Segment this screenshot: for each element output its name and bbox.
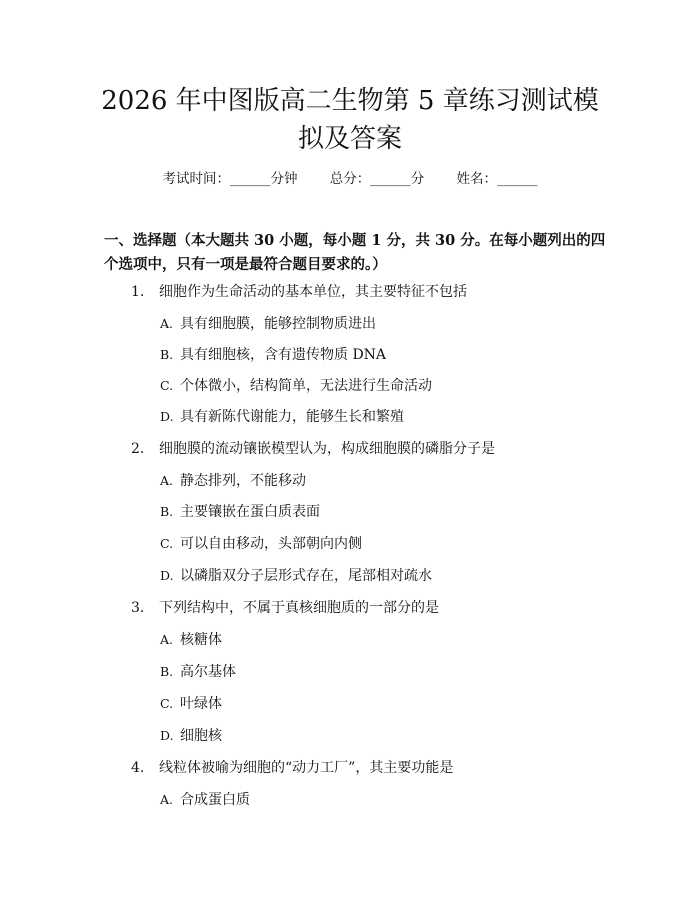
option-text: 细胞核 [180, 728, 222, 744]
option-text: 个体微小，结构简单，无法进行生命活动 [180, 378, 432, 394]
option-text: 可以自由移动，头部朝向内侧 [180, 536, 362, 552]
question-number: 2. [131, 441, 145, 457]
answer-option [160, 630, 610, 650]
answer-option [160, 471, 610, 491]
option-text: 叶绿体 [180, 696, 222, 712]
option-text: 具有细胞核，含有遗传物质 DNA [180, 347, 387, 363]
option-letter: B. [160, 664, 174, 679]
option-letter: D. [160, 409, 174, 424]
answer-option [160, 694, 610, 714]
option-text: 静态排列，不能移动 [180, 473, 306, 489]
total-score-field: 总分：______分 [329, 171, 425, 187]
option-text: 具有细胞膜，能够控制物质进出 [180, 316, 376, 332]
answer-option [160, 502, 610, 522]
question-number: 4. [131, 760, 145, 776]
exam-time-field: 考试时间：______分钟 [162, 171, 298, 187]
question-number: 3. [131, 600, 145, 616]
option-text: 具有新陈代谢能力，能够生长和繁殖 [180, 409, 404, 425]
student-name-field: 姓名：______ [456, 171, 538, 187]
question-text: 细胞作为生命活动的基本单位，其主要特征不包括 [159, 284, 467, 300]
answer-option [160, 345, 610, 365]
exam-meta-line [0, 170, 700, 188]
option-letter: C. [160, 536, 174, 551]
option-text: 主要镶嵌在蛋白质表面 [180, 504, 320, 520]
question-stem [131, 282, 611, 302]
option-text: 核糖体 [180, 632, 222, 648]
document-title: 2026 年中图版高二生物第 5 章练习测试模拟及答案 [101, 86, 599, 154]
option-letter: B. [160, 504, 174, 519]
question-text: 细胞膜的流动镶嵌模型认为，构成细胞膜的磷脂分子是 [159, 441, 495, 457]
answer-option [160, 534, 610, 554]
option-letter: A. [160, 316, 174, 331]
question-text: 线粒体被喻为细胞的“动力工厂”，其主要功能是 [159, 760, 454, 776]
question-number: 1. [131, 284, 145, 300]
answer-option [160, 790, 610, 810]
question-stem [131, 758, 611, 778]
option-letter: A. [160, 473, 174, 488]
question-stem [131, 439, 611, 459]
answer-option [160, 314, 610, 334]
answer-option [160, 726, 610, 746]
option-letter: A. [160, 792, 174, 807]
option-text: 以磷脂双分子层形式存在，尾部相对疏水 [180, 568, 432, 584]
option-letter: C. [160, 696, 174, 711]
option-letter: B. [160, 347, 174, 362]
option-text: 高尔基体 [180, 664, 236, 680]
option-letter: D. [160, 728, 174, 743]
option-letter: A. [160, 632, 174, 647]
question-stem [131, 598, 611, 618]
option-letter: C. [160, 378, 174, 393]
option-letter: D. [160, 568, 174, 583]
answer-option [160, 376, 610, 396]
answer-option [160, 662, 610, 682]
answer-option [160, 566, 610, 586]
option-text: 合成蛋白质 [180, 792, 250, 808]
answer-option [160, 407, 610, 427]
section-heading: 一、选择题（本大题共 30 小题，每小题 1 分，共 30 分。在每小题列出的四个选项中，只有一项是最符合题目要求的。） [104, 232, 606, 273]
question-text: 下列结构中，不属于真核细胞质的一部分的是 [159, 600, 439, 616]
